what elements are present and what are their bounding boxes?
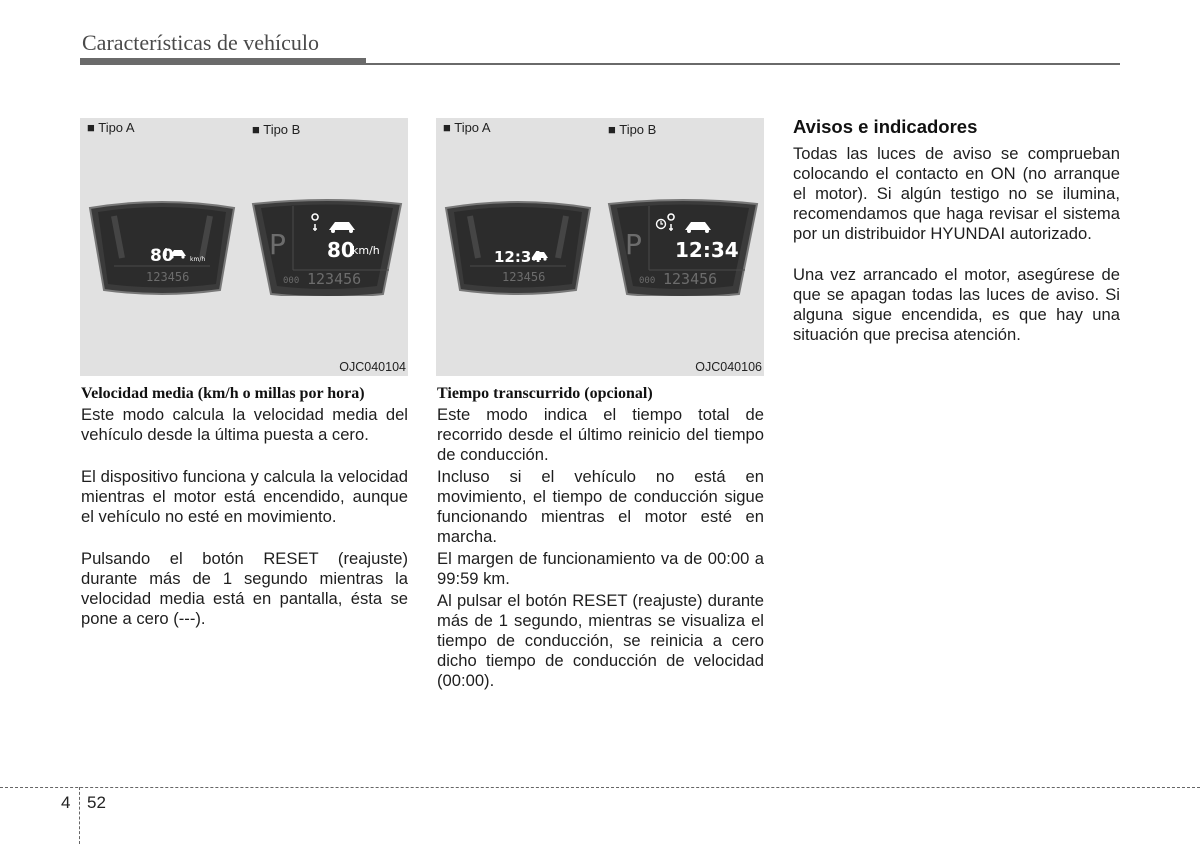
figure-code: OJC040106 — [695, 360, 762, 374]
paragraph: Incluso si el vehículo no está en movimiento, el tiempo de conducción sigue funcionando mientras el motor esté en marcha. — [437, 467, 764, 546]
section-heading-average-speed: Velocidad media (km/h o millas por hora) — [81, 385, 365, 402]
cluster-display — [605, 198, 761, 296]
footer-dashed-rule — [0, 787, 1200, 788]
odometer-value: 123456 — [502, 270, 546, 284]
cluster-panel-type-b — [245, 118, 408, 376]
average-speed-value: 80 — [150, 246, 174, 266]
cluster-panel-type-a — [80, 118, 243, 376]
odometer-prefix: 000 — [639, 276, 656, 286]
chapter-number: 4 — [61, 793, 71, 812]
cluster-display — [84, 198, 240, 296]
odometer-prefix: 000 — [283, 276, 300, 286]
paragraph: Todas las luces de aviso se comprueban colocando el contacto en ON (no arranque el motor). Si algún testigo no se ilumina, recomendamos que haga revisar el sistema por un distribuidor HYUNDAI autorizado. — [793, 144, 1120, 243]
figure-elapsed-time — [436, 118, 764, 376]
panel-label: ■ Tipo B — [608, 122, 657, 137]
odometer-value: 123456 — [146, 270, 190, 284]
average-speed-value: 80 — [327, 238, 355, 262]
page-number: 52 — [87, 793, 106, 812]
elapsed-time-value: 12:34 — [675, 238, 739, 262]
cluster-panel-type-b — [601, 118, 764, 376]
panel-label: ■ Tipo A — [443, 120, 491, 135]
paragraph: El margen de funcionamiento va de 00:00 a 99:59 km. — [437, 549, 764, 588]
footer-vertical-dashed-rule — [79, 787, 80, 844]
page-header-title: Características de vehículo — [82, 30, 320, 55]
section-heading-warnings-indicators: Avisos e indicadores — [793, 116, 978, 137]
cluster-display — [249, 198, 405, 296]
paragraph: Este modo indica el tiempo total de recorrido desde el último reinicio del tiempo de conducción. — [437, 405, 764, 464]
section-heading-elapsed-time: Tiempo transcurrido (opcional) — [437, 385, 653, 402]
panel-label: ■ Tipo B — [252, 122, 301, 137]
cluster-panel-type-a — [436, 118, 599, 376]
odometer-value: 123456 — [307, 270, 362, 288]
elapsed-time-value: 12:34 — [494, 248, 542, 266]
speed-unit: km/h — [190, 256, 206, 263]
paragraph: Una vez arrancado el motor, asegúrese de que se apagan todas las luces de aviso. Si alguna sigue encendida, es que hay una situación que precisa atención. — [793, 265, 1120, 344]
park-indicator: P — [269, 228, 286, 261]
figure-code: OJC040104 — [339, 360, 406, 374]
paragraph: Al pulsar el botón RESET (reajuste) durante más de 1 segundo, mientras se visualiza el tiempo de conducción, se reinicia a cero dicho tiempo de conducción de velocidad (00:00). — [437, 591, 764, 690]
park-indicator: P — [625, 228, 642, 261]
header-rule-thin — [366, 63, 1120, 65]
paragraph: Pulsando el botón RESET (reajuste) durante más de 1 segundo mientras la velocidad media está en pantalla, ésta se pone a cero (---). — [81, 549, 408, 628]
speed-unit: km/h — [352, 244, 380, 257]
paragraph: El dispositivo funciona y calcula la velocidad mientras el motor está encendido, aunque el vehículo no esté en movimiento. — [81, 467, 408, 526]
paragraph: Este modo calcula la velocidad media del vehículo desde la última puesta a cero. — [81, 405, 408, 444]
header-rule-thick — [80, 58, 366, 65]
odometer-value: 123456 — [663, 270, 718, 288]
panel-label: ■ Tipo A — [87, 120, 135, 135]
cluster-display — [440, 198, 596, 296]
figure-average-speed — [80, 118, 408, 376]
